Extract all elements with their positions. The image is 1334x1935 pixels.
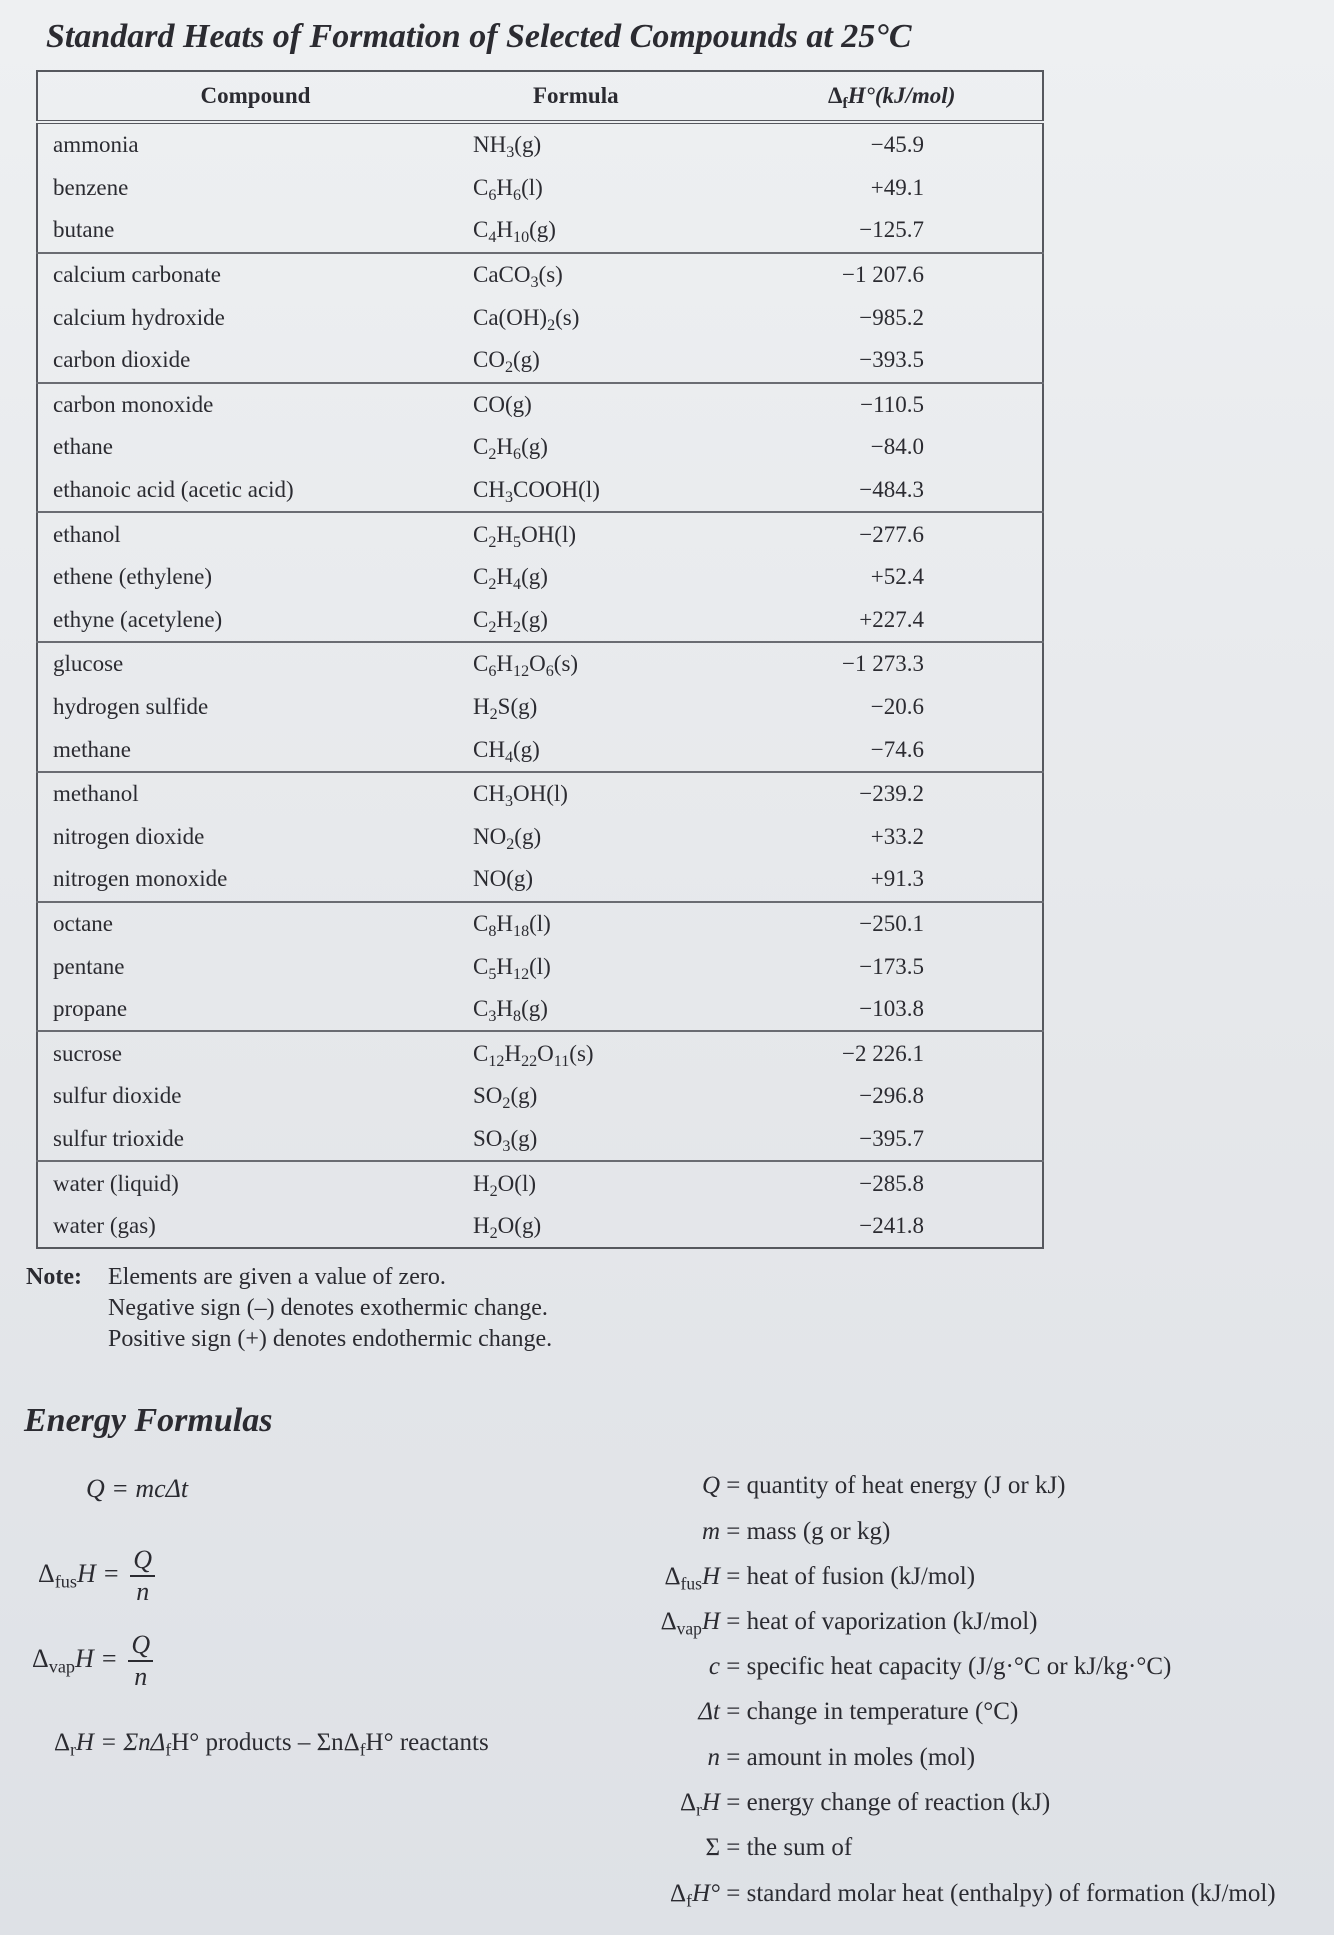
formula-part: (g) [514,132,542,158]
formula-subscript: 3 [502,1137,511,1155]
note-line: Negative sign (–) denotes exothermic change. [108,1295,548,1321]
compound-formula [473,339,793,383]
formula-part: OH(l) [513,781,568,807]
compound-name: carbon dioxide [37,339,473,383]
formula-part: C [473,606,489,632]
compound-formula [473,1118,793,1162]
header-enthalpy [793,71,1043,122]
definition-text: = the sum of [720,1834,853,1861]
formula-subscript: 3 [488,1008,497,1025]
formula-part: (g) [514,823,542,849]
definition-symbol: Δt [698,1698,720,1725]
compound-formula [473,1031,793,1075]
formula-part: C [473,1040,489,1066]
formula-part: CaCO [473,262,531,288]
compound-formula [473,383,793,427]
formula-part: C [473,996,489,1022]
enthalpy-value: −173.5 [859,953,924,979]
table-row [37,1205,1043,1249]
table-row [37,253,1043,297]
compound-formula [473,642,793,686]
compound-name: sulfur trioxide [37,1118,473,1162]
formula-part: (g) [521,434,548,460]
formula-vap-numerator: Q [128,1630,153,1662]
formula-subscript: 8 [513,1008,522,1025]
formula-part: (l) [521,174,543,200]
formula-subscript: 6 [513,186,522,204]
formula-part: SO [473,1125,503,1151]
formula-vap-denominator: n [134,1662,148,1691]
formula-part: (g) [513,347,540,373]
formula-subscript: 2 [504,359,513,377]
definition-symbol: Δ [664,1563,681,1590]
formula-part: CO [473,347,505,373]
formula-part: COOH(l) [513,477,600,503]
enthalpy-value: −395.7 [793,1118,1043,1162]
compound-name: butane [37,209,473,253]
formula-subscript: 2 [547,316,556,334]
definition-text: = heat of vaporization (kJ/mol) [720,1608,1038,1635]
formula-part: H [473,694,490,720]
definition-item [702,1472,1066,1500]
definition-symbol-sub: f [686,1890,692,1911]
formula-reaction-sub: f [165,1739,172,1760]
formula-reaction-part: H° products – ΣnΔ [171,1729,360,1756]
compound-formula [473,686,793,729]
compound-formula [473,902,793,946]
formula-reaction-part: Δ [54,1729,71,1756]
formula-subscript: 12 [488,1052,505,1070]
compound-name: pentane [53,953,125,979]
formula-vap-delta: Δ [32,1643,49,1673]
compound-name: methane [37,728,473,772]
formula-part: NO(g) [473,866,534,892]
compound-name: propane [37,988,473,1032]
definition-symbol: Δ [670,1880,687,1907]
formula-vap-lhs: H = [75,1643,118,1673]
formula-part: O(l) [497,1170,536,1196]
formula-part: (s) [555,304,580,330]
compound-name: calcium carbonate [53,262,221,288]
formula-part: H [504,1040,522,1066]
compound-formula [473,599,793,643]
enthalpy-value: −277.6 [859,521,924,547]
formula-part: OH(l) [521,521,576,547]
compound-name: ethanoic acid (acetic acid) [37,469,473,513]
formula-fusion-numerator: Q [130,1545,155,1577]
formula-part: (g) [521,564,548,590]
definition-symbol: n [707,1744,720,1771]
formula-part: O(g) [497,1213,542,1239]
table-row [37,816,1043,859]
table-row [37,339,1043,383]
enthalpy-value: +52.4 [870,564,924,590]
definition-item [702,1518,890,1546]
compound-name: nitrogen dioxide [53,823,205,849]
table-row [37,556,1043,599]
enthalpy-value: −296.8 [859,1083,924,1109]
table-row [37,902,1043,946]
formula-subscript: 18 [513,922,530,940]
definition-item [670,1880,1276,1911]
table-row [37,686,1043,729]
compound-formula [473,772,793,816]
enthalpy-value: −20.6 [870,694,924,720]
formula-subscript: 10 [513,229,530,247]
heats-of-formation-table [36,70,1044,1249]
header-enthalpy-symbol: Δ [828,83,843,108]
enthalpy-value: −985.2 [859,304,924,330]
formula-part: C [473,564,489,590]
definition-symbol: Δ [660,1608,677,1635]
formula-part: H [496,651,514,677]
compound-formula [473,1075,793,1118]
formula-part: C [473,434,489,460]
formula-subscript: 11 [553,1052,570,1070]
definition-symbol-sub: fus [680,1573,702,1594]
definition-symbol: c [708,1653,720,1680]
definition-symbol-rest: H [701,1563,720,1590]
formula-part: SO [473,1083,503,1109]
formula-subscript: 8 [488,922,497,940]
table-row [37,1075,1043,1118]
enthalpy-value: −241.8 [859,1213,924,1239]
page-title: Standard Heats of Formation of Selected Compounds at 25°C [46,18,912,55]
enthalpy-value: +91.3 [793,858,1043,902]
compound-name: ammonia [53,132,139,158]
table-row [37,1118,1043,1162]
definition-symbol-sub: vap [676,1618,702,1639]
formula-vaporization [32,1630,153,1692]
compound-name: octane [53,910,114,936]
formula-part: NO [473,823,507,849]
definition-symbol-rest: H [701,1789,720,1816]
formula-subscript: 3 [506,144,515,162]
formula-reaction [54,1729,489,1760]
formula-part: H [496,996,514,1022]
formula-reaction-sub: r [70,1739,76,1760]
formula-part: S(g) [497,694,538,720]
formula-part: Ca(OH) [473,304,548,330]
formula-part: H [473,1170,490,1196]
enthalpy-value: −239.2 [859,781,924,807]
compound-formula [473,945,793,988]
compound-formula [473,728,793,772]
enthalpy-value: −74.6 [793,728,1043,772]
formula-subscript: 3 [504,793,513,811]
formula-fusion-lhs: H = [76,1558,120,1588]
compound-name: calcium hydroxide [53,304,225,330]
compound-name: hydrogen sulfide [53,694,209,720]
formula-part: C [473,910,489,936]
table-header-row [37,71,1043,122]
compound-formula [473,512,793,556]
formula-part: (s) [538,262,563,288]
enthalpy-value: −125.7 [793,209,1043,253]
compound-formula [473,253,793,297]
definition-item [680,1789,1051,1820]
table-row [37,728,1043,772]
formula-part: (g) [510,1083,538,1109]
table-row [37,945,1043,988]
table-row [37,1161,1043,1205]
formula-part: C [473,651,489,677]
formula-heat: Q = mcΔt [86,1474,189,1503]
compound-formula [473,556,793,599]
formula-part: CH [473,736,505,762]
formula-subscript: 2 [513,618,522,636]
enthalpy-value: −45.9 [870,132,924,158]
compound-name: ethanol [53,521,121,547]
compound-name: glucose [53,651,124,677]
compound-formula [473,296,793,339]
formula-part: H [496,953,514,979]
formula-part: (l) [529,910,551,936]
enthalpy-value: +49.1 [870,174,924,200]
table-row [37,772,1043,816]
formula-subscript: 2 [506,835,515,853]
formula-reaction-part: H = ΣnΔ [75,1729,166,1756]
table-row [37,1031,1043,1075]
formula-part: (s) [569,1040,594,1066]
formula-part: (s) [553,651,579,677]
formula-subscript: 22 [521,1052,538,1070]
header-formula: Formula [473,71,793,122]
formula-part: CH [473,477,505,503]
definition-item [705,1834,852,1862]
enthalpy-value: −1 207.6 [842,262,924,288]
compound-name: nitrogen monoxide [37,858,473,902]
formula-subscript: 2 [488,533,497,551]
table-row [37,122,1043,167]
compound-formula [473,469,793,513]
formula-part: O [529,651,546,677]
formula-part: CH [473,781,505,807]
formula-part: NH [473,132,507,158]
enthalpy-value: −393.5 [793,339,1043,383]
table-row [37,209,1043,253]
formula-part: (g) [513,736,540,762]
formula-subscript: 6 [513,446,522,464]
formula-part: (g) [510,1125,538,1151]
formula-subscript: 2 [488,446,497,464]
compound-name: methanol [53,781,139,807]
formula-subscript: 4 [513,576,522,594]
table-body [37,122,1043,1248]
definition-symbol: Q [701,1472,720,1499]
table-row [37,858,1043,902]
compound-formula [473,426,793,469]
enthalpy-value: −84.0 [870,434,924,460]
definition-text: = heat of fusion (kJ/mol) [720,1563,976,1590]
definition-symbol-rest: H [701,1608,720,1635]
formula-subscript: 2 [488,576,497,594]
header-enthalpy-rest: H°(kJ/mol) [847,83,956,108]
formula-part: (g) [521,996,548,1022]
formula-subscript: 4 [504,748,513,766]
formula-part: H [496,564,514,590]
formula-subscript: 2 [489,705,498,723]
definition-text: = energy change of reaction (kJ) [720,1789,1051,1816]
formula-fusion [38,1545,155,1607]
table-row [37,296,1043,339]
definition-text: = specific heat capacity (J/g·°C or kJ/kg·°C) [720,1653,1172,1680]
compound-name: ethane [53,434,114,460]
definition-symbol-rest: H° [691,1880,720,1907]
formula-subscript: 5 [513,533,522,551]
definition-symbol-sub: r [696,1799,702,1820]
enthalpy-value: −484.3 [793,469,1043,513]
formula-part: H [496,910,514,936]
energy-formulas-heading: Energy Formulas [24,1402,273,1439]
formula-subscript: 6 [488,186,497,204]
compound-formula [473,1205,793,1249]
formula-part: H [496,174,514,200]
compound-name: ethene (ethylene) [53,564,212,590]
compound-name: ethyne (acetylene) [37,599,473,643]
definition-text: = quantity of heat energy (J or kJ) [720,1472,1066,1499]
formula-subscript: 12 [513,663,530,681]
compound-formula [473,209,793,253]
formula-part: (l) [529,953,551,979]
definition-text: = change in temperature (°C) [720,1698,1019,1725]
compound-formula [473,858,793,902]
definition-symbol: m [701,1518,720,1545]
formula-part: C [473,521,489,547]
formula-part: (g) [521,606,548,632]
formula-fusion-sub: fus [54,1571,77,1592]
definition-item [698,1698,1018,1726]
formula-reaction-part: H° reactants [365,1729,489,1756]
formula-part: O [537,1040,554,1066]
formula-part: CO(g) [473,391,532,417]
formula-part: C [473,174,489,200]
formula-subscript: 6 [488,663,497,681]
enthalpy-value: +33.2 [870,823,924,849]
definition-item [660,1608,1038,1639]
enthalpy-value: −285.8 [859,1170,924,1196]
enthalpy-value: −250.1 [859,910,924,936]
table-row [37,599,1043,643]
table-row [37,426,1043,469]
compound-name: sulfur dioxide [53,1083,182,1109]
formula-subscript: 3 [504,488,513,506]
table-row [37,383,1043,427]
enthalpy-value: −103.8 [793,988,1043,1032]
formula-subscript: 5 [488,965,497,983]
formula-part: C [473,953,489,979]
formula-subscript: 2 [489,1182,498,1200]
formula-part: C [473,217,489,243]
header-enthalpy-sub: f [842,94,848,112]
formula-part: H [496,217,514,243]
definition-item [708,1744,976,1772]
header-compound: Compound [37,71,473,122]
compound-name: carbon monoxide [53,391,214,417]
formula-vap-sub: vap [48,1656,75,1677]
compound-name: water (liquid) [53,1170,179,1196]
definition-item [664,1563,976,1594]
formula-reaction-sub: f [359,1739,366,1760]
compound-name: benzene [53,174,129,200]
enthalpy-value: −1 273.3 [842,651,924,677]
formula-subscript: 6 [545,663,554,681]
compound-formula [473,122,793,167]
formula-part: H [496,434,514,460]
formula-part: H [496,521,514,547]
compound-name: water (gas) [53,1213,156,1239]
formula-part: H [496,606,514,632]
definition-symbol: Σ [705,1834,720,1861]
definition-text: = mass (g or kg) [720,1518,891,1545]
formula-subscript: 2 [502,1095,511,1113]
compound-name: sucrose [53,1040,122,1066]
definition-text: = standard molar heat (enthalpy) of formation (kJ/mol) [720,1880,1276,1907]
enthalpy-value: +227.4 [793,599,1043,643]
definition-symbol: Δ [680,1789,697,1816]
formula-part: H [473,1213,490,1239]
formula-part: (g) [529,217,556,243]
enthalpy-value: −2 226.1 [842,1040,924,1066]
note-line: Elements are given a value of zero. [108,1264,446,1290]
table-row [37,167,1043,210]
note-line: Positive sign (+) denotes endothermic change. [108,1326,553,1352]
definition-text: = amount in moles (mol) [720,1744,976,1771]
formula-subscript: 2 [488,618,497,636]
formula-subscript: 12 [513,965,530,983]
compound-formula [473,1161,793,1205]
enthalpy-value: −110.5 [860,391,924,417]
note-label: Note: [26,1264,82,1290]
compound-formula [473,167,793,210]
formula-subscript: 2 [489,1224,498,1242]
table-row [37,988,1043,1032]
table-row [37,642,1043,686]
compound-formula [473,816,793,859]
table-row [37,469,1043,513]
table-row [37,512,1043,556]
formula-subscript: 3 [530,273,539,291]
formula-subscript: 4 [488,229,497,247]
formula-fusion-delta: Δ [38,1558,55,1588]
definition-item [709,1653,1171,1681]
formula-fusion-denominator: n [136,1577,150,1606]
compound-formula [473,988,793,1032]
